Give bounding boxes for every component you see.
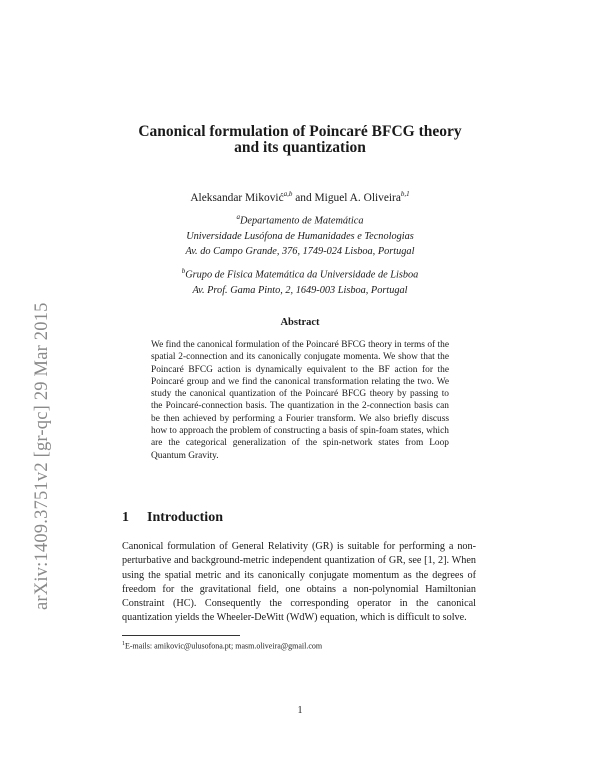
affiliation-b-line-1: Grupo de Fisica Matemática da Universidade de Lisboa <box>185 269 419 281</box>
footnote-text: E-mails: amikovic@ulusofona.pt; masm.oliveira@gmail.com <box>125 641 323 651</box>
footnote-divider <box>122 635 240 636</box>
author-2-name: Miguel A. Oliveira <box>314 191 401 204</box>
abstract-text: We find the canonical formulation of the Poincaré BFCG theory in terms of the spatial 2-connection and its canonically conjugate momenta. We show that the Poincaré BFCG action is dynamically equivalent to the BF action for the Poincaré group and we find the canonical transformation relating the two. We study the canonical quantization of the Poincaré BFCG theory by passing to the Poincaré-connection basis. The quantization in the 2-connection basis can be then achieved by performing a Fourier transform. We also briefly discuss how to approach the problem of constructing a basis of spin-foam states, which are the categorical generalization of the spin-network states from Loop Quantum Gravity. <box>151 340 449 461</box>
affiliation-a-line-3: Av. do Campo Grande, 376, 1749-024 Lisboa, Portugal <box>185 246 415 258</box>
footnote-mark: 1 <box>122 641 125 647</box>
introduction-paragraph: Canonical formulation of General Relativity (GR) is suitable for performing a non-perturbative and background-metric independent quantization of GR, see [1, 2]. When using the spatial metric and its canonically conjugate momentum as the degrees of freedom for the gravitational field, one obtains a non-polynomial Hamiltonian Constraint (HC). Consequently the corresponding operator in the canonical quantization yields the Wheeler-DeWitt (WdW) equation, which is difficult to solve. <box>122 541 476 624</box>
affiliation-a-mark: a <box>236 213 240 221</box>
author-connector: and <box>292 191 315 204</box>
affiliation-a-line-2: Universidade Lusófona de Humanidades e Tecnologias <box>186 230 414 242</box>
title-line-2: and its quantization <box>234 139 366 156</box>
abstract-heading: Abstract <box>280 317 320 328</box>
affiliation-a-line-1: Departamento de Matemática <box>239 215 364 227</box>
section-heading-introduction <box>122 510 223 526</box>
footnote <box>122 639 482 652</box>
affiliation-b <box>100 264 500 298</box>
author-list <box>100 190 500 204</box>
affiliation-b-mark: b <box>181 267 186 275</box>
author-1-marks: a,b <box>283 190 293 198</box>
author-1-name: Aleksandar Miković <box>190 191 284 204</box>
section-title: Introduction <box>147 510 223 525</box>
title-line-1: Canonical formulation of Poincaré BFCG theory <box>138 123 462 140</box>
page-number: 1 <box>297 705 303 716</box>
paper-title <box>100 124 500 156</box>
arxiv-identifier-stamp: arXiv:1409.3751v2 [gr-qc] 29 Mar 2015 <box>32 302 52 610</box>
affiliation-a <box>100 210 500 260</box>
affiliation-b-line-2: Av. Prof. Gama Pinto, 2, 1649-003 Lisboa, Portugal <box>192 284 408 296</box>
author-2-marks: b,1 <box>400 190 410 198</box>
section-number: 1 <box>122 510 129 525</box>
